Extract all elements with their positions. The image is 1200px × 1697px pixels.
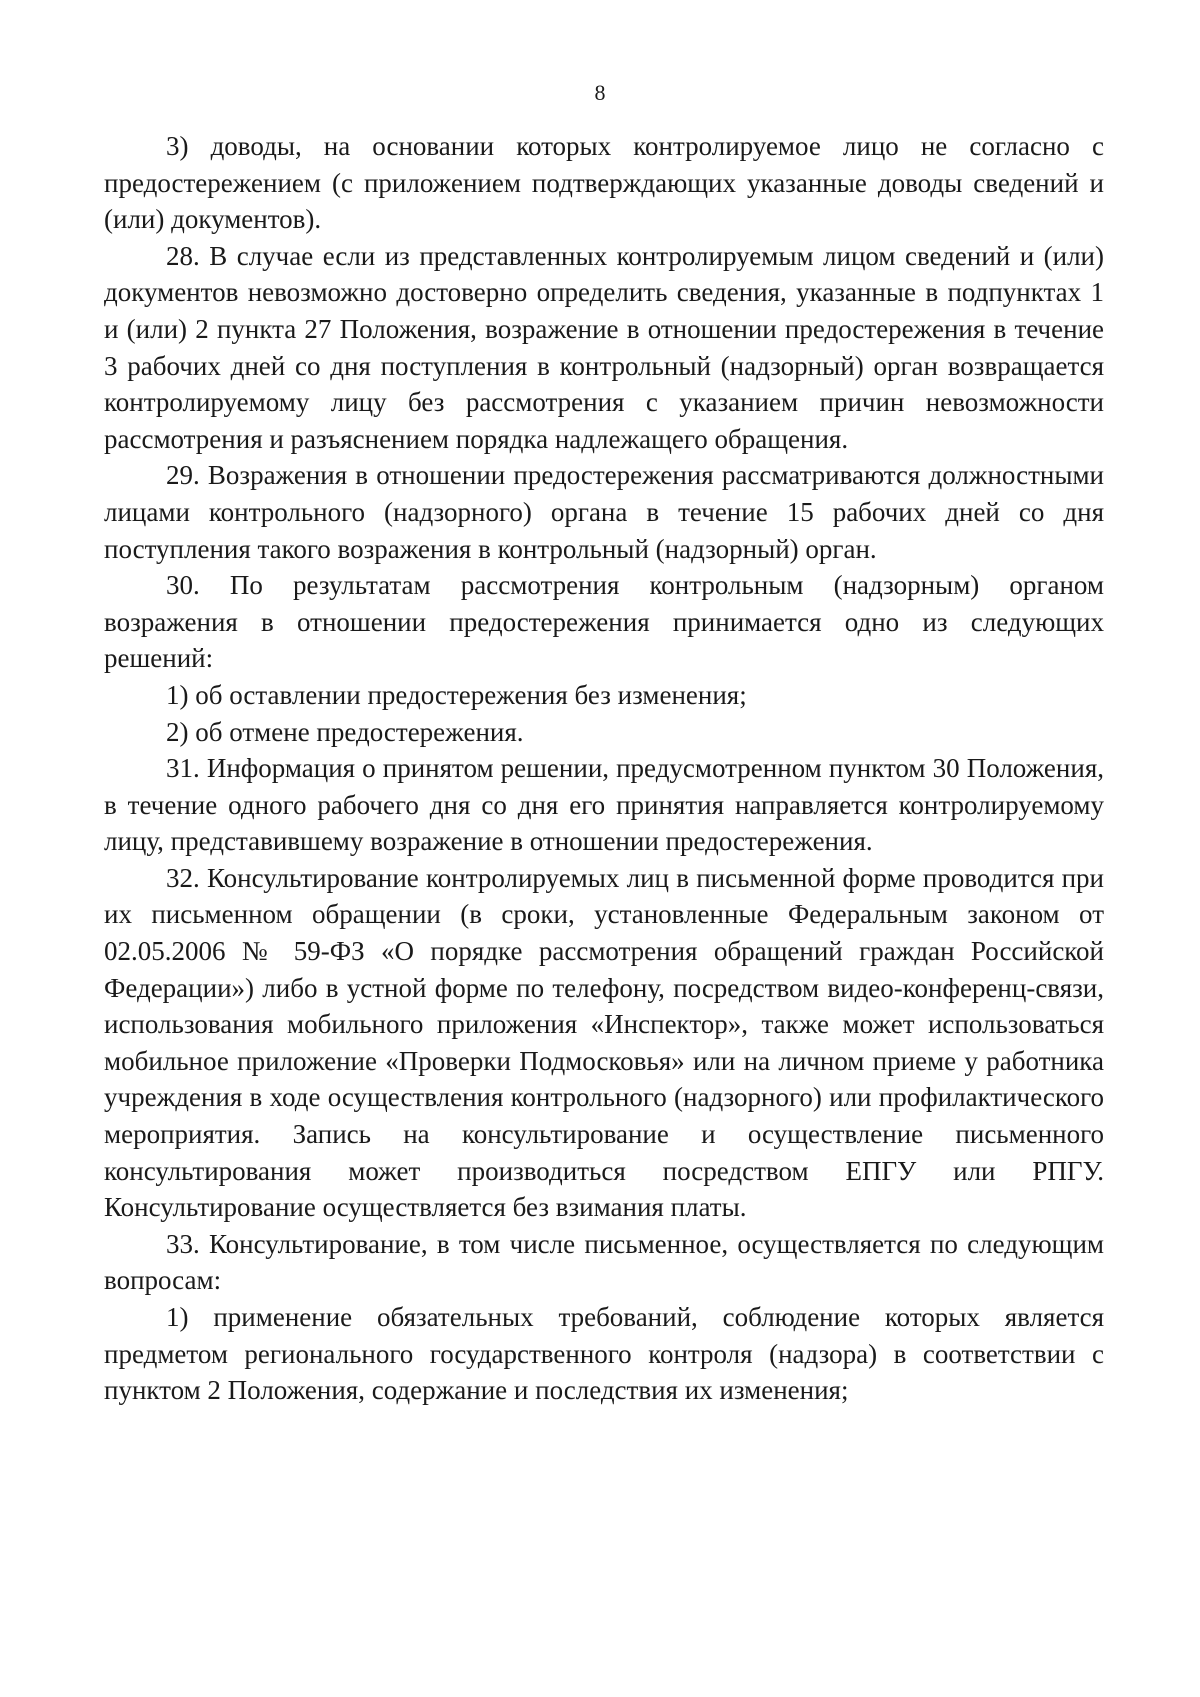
document-body (104, 128, 1104, 1409)
paragraph-33: 33. Консультирование, в том числе письменное, осуществляется по следующим вопросам: (104, 1228, 1104, 1296)
page-number: 8 (594, 80, 606, 105)
paragraph-30: 30. По результатам рассмотрения контрольным (надзорным) органом возражения в отношении предостережения принимается одно из следующих решений: (104, 570, 1104, 674)
paragraph-32: 32. Консультирование контролируемых лиц в письменной форме проводится при их письменном обращении (в сроки, установленные Федеральным законом от 02.05.2006 № 59-ФЗ «О порядке рассмотрения обращений граждан Российской Федерации») либо в устной форме по телефону, посредством видео-конференц-связи, использования мобильного приложения «Инспектор», также может использоваться мобильное приложение «Проверки Подмосковья» или на личном приеме у работника учреждения в ходе осуществления контрольного (надзорного) или профилактического мероприятия. Запись на консультирование и осуществление письменного консультирования может производиться посредством ЕПГУ или РПГУ. Консультирование осуществляется без взимания платы. (104, 862, 1104, 1223)
paragraph-30-item-1: 1) об оставлении предостережения без изменения; (166, 679, 747, 710)
paragraph-item-3-arguments: 3) доводы, на основании которых контролируемое лицо не согласно с предостережением (с приложением подтверждающих указанные доводы сведений и (или) документов). (104, 131, 1104, 235)
paragraph-28: 28. В случае если из представленных контролируемым лицом сведений и (или) документов невозможно достоверно определить сведения, указанные в подпунктах 1 и (или) 2 пункта 27 Положения, возражение в отношении предостережения в течение 3 рабочих дней со дня поступления в контрольный (надзорный) орган возвращается контролируемому лицу без рассмотрения с указанием причин невозможности рассмотрения и разъяснением порядка надлежащего обращения. (104, 240, 1104, 454)
paragraph-29: 29. Возражения в отношении предостережения рассматриваются должностными лицами контрольного (надзорного) органа в течение 15 рабочих дней со дня поступления такого возражения в контрольный (надзорный) орган. (104, 460, 1104, 564)
paragraph-33-item-1: 1) применение обязательных требований, соблюдение которых является предметом регионального государственного контроля (надзора) в соответствии с пунктом 2 Положения, содержание и последствия их изменения; (104, 1302, 1104, 1406)
paragraph-30-item-2: 2) об отмене предостережения. (166, 716, 524, 747)
paragraph-31: 31. Информация о принятом решении, предусмотренном пунктом 30 Положения, в течение одного рабочего дня со дня его принятия направляется контролируемому лицу, представившему возражение в отношении предостережения. (104, 753, 1104, 857)
